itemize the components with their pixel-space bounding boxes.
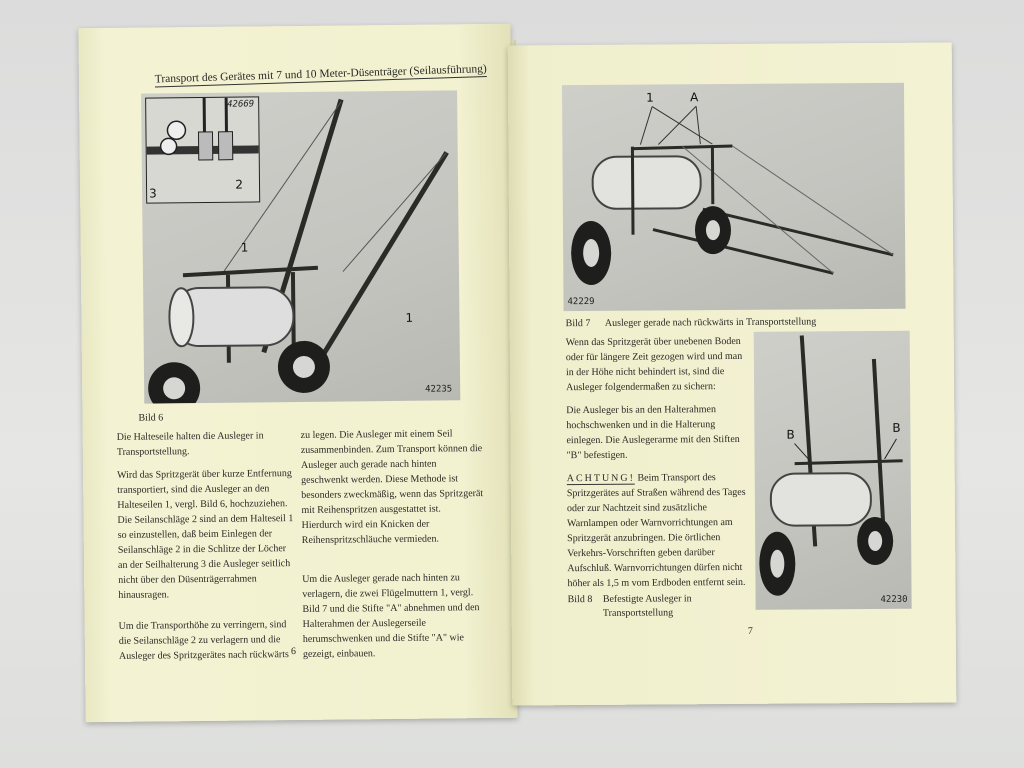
figure-7-text: Ausleger gerade nach rückwärts in Transportstellung (604, 316, 817, 329)
figure-7-caption (566, 315, 817, 331)
inset-photo-id: 42669 (227, 99, 255, 110)
page-header: Transport des Gerätes mit 7 und 10 Meter-Düsenträger (Seilausführung) (154, 63, 487, 86)
figure-7-photo (562, 83, 906, 311)
callout-1: 1 (646, 90, 654, 105)
callout-B-left: B (786, 427, 795, 442)
warning-paragraph (567, 470, 748, 591)
page-number-right: 7 (747, 625, 753, 637)
achtung-label: ACHTUNG! (566, 472, 635, 485)
figure-8-caption (568, 592, 713, 621)
figure-6-inset-valves (145, 96, 260, 203)
left-column-1 (117, 428, 300, 672)
left-column-2 (301, 426, 486, 670)
paragraph: Um die Transporthöhe zu verringern, sind die Seilanschläge 2 zu verlagern und die Ausleger des Spritzgerätes nach rückwärts (118, 619, 289, 662)
paragraph: Um die Ausleger gerade nach hinten zu verlagern, die zwei Flügelmuttern 1, vergl. Bild 7 und die Stifte "A" abnehmen und den Halterahmen der Auslegerseile herumschwenken und die Stifte "A" wie gezeigt, einbauen. (302, 572, 480, 660)
callout-B-right: B (892, 420, 901, 435)
sprayer-booms-raised-illustration (754, 331, 912, 610)
figure-8-text: Befestigte Ausleger in Transportstellung (602, 593, 692, 619)
figure-7-label: Bild 7 (565, 317, 591, 330)
figure-6-photo-id: 42235 (425, 384, 453, 395)
right-page (508, 42, 957, 705)
figure-8-photo-id: 42230 (880, 594, 908, 605)
paragraph: Wenn das Spritzgerät über unebenen Boden oder für längere Zeit gezogen wird und man in der Höhe nicht behindert ist, sind die Ausleger folgendermaßen zu sichern: (565, 335, 743, 394)
callout-1-left: 1 (240, 240, 249, 255)
paragraph: Wird das Spritzgerät über kurze Entfernung transportiert, sind die Ausleger an den Halteseilen 1, vergl. Bild 6, hochzuziehen. Die Seilanschläge 2 sind an dem Halteseil 1 so einzustellen, daß beim Einlegen der Seilanschläge 2 in die Schlitze der Löcher an der Seilhalterung 3 die Ausleger seitlich nicht über den Düsenträgerrahmen hinausragen. (117, 468, 294, 601)
paragraph: zu legen. Die Ausleger mit einem Seil zusammenbinden. Zum Transport können die Ausleger auch gerade nach hinten geschwenkt werden. Diese Methode ist besonders zweckmäßig, wenn das Spritzgerät mit Reihenspritzen ausgestattet ist. Hierdurch wird ein Knicken der Reihenspritzschläuche vermieden. (300, 428, 484, 546)
callout-2: 2 (235, 177, 244, 192)
sprayer-booms-rear-illustration (562, 83, 906, 311)
callout-3: 3 (149, 186, 157, 201)
figure-7-photo-id: 42229 (567, 296, 595, 308)
page-number-left: 6 (290, 646, 296, 658)
callout-1-right: 1 (405, 310, 414, 325)
left-page (78, 24, 517, 722)
figure-8-label: Bild 8 (567, 593, 593, 606)
figure-8-photo (754, 331, 912, 610)
achtung-text: Beim Transport des Spritzgerätes auf Straßen während des Tages oder zur Nachtzeit sind zusätzliche Warnlampen oder Warnvorrichtungen am Spritzgerät anzubringen. Die örtlichen Verkehrs-Vorschriften geben darüber Aufschluß. Warnvorrichtungen dürfen nicht höher als 1,5 m vom Erdboden entfernt sein. (566, 472, 746, 590)
callout-A: A (690, 90, 699, 105)
paragraph: Die Halteseile halten die Ausleger in Transportstellung. (116, 430, 264, 458)
paragraph: Die Ausleger bis an den Halterahmen hochschwenken und in die Halterung einlegen. Die Auslegerarme mit den Stiften "B" befestigen. (566, 404, 740, 462)
figure-6-photo (141, 90, 460, 403)
right-text-column (566, 334, 748, 599)
figure-6-caption: Bild 6 (138, 412, 164, 424)
